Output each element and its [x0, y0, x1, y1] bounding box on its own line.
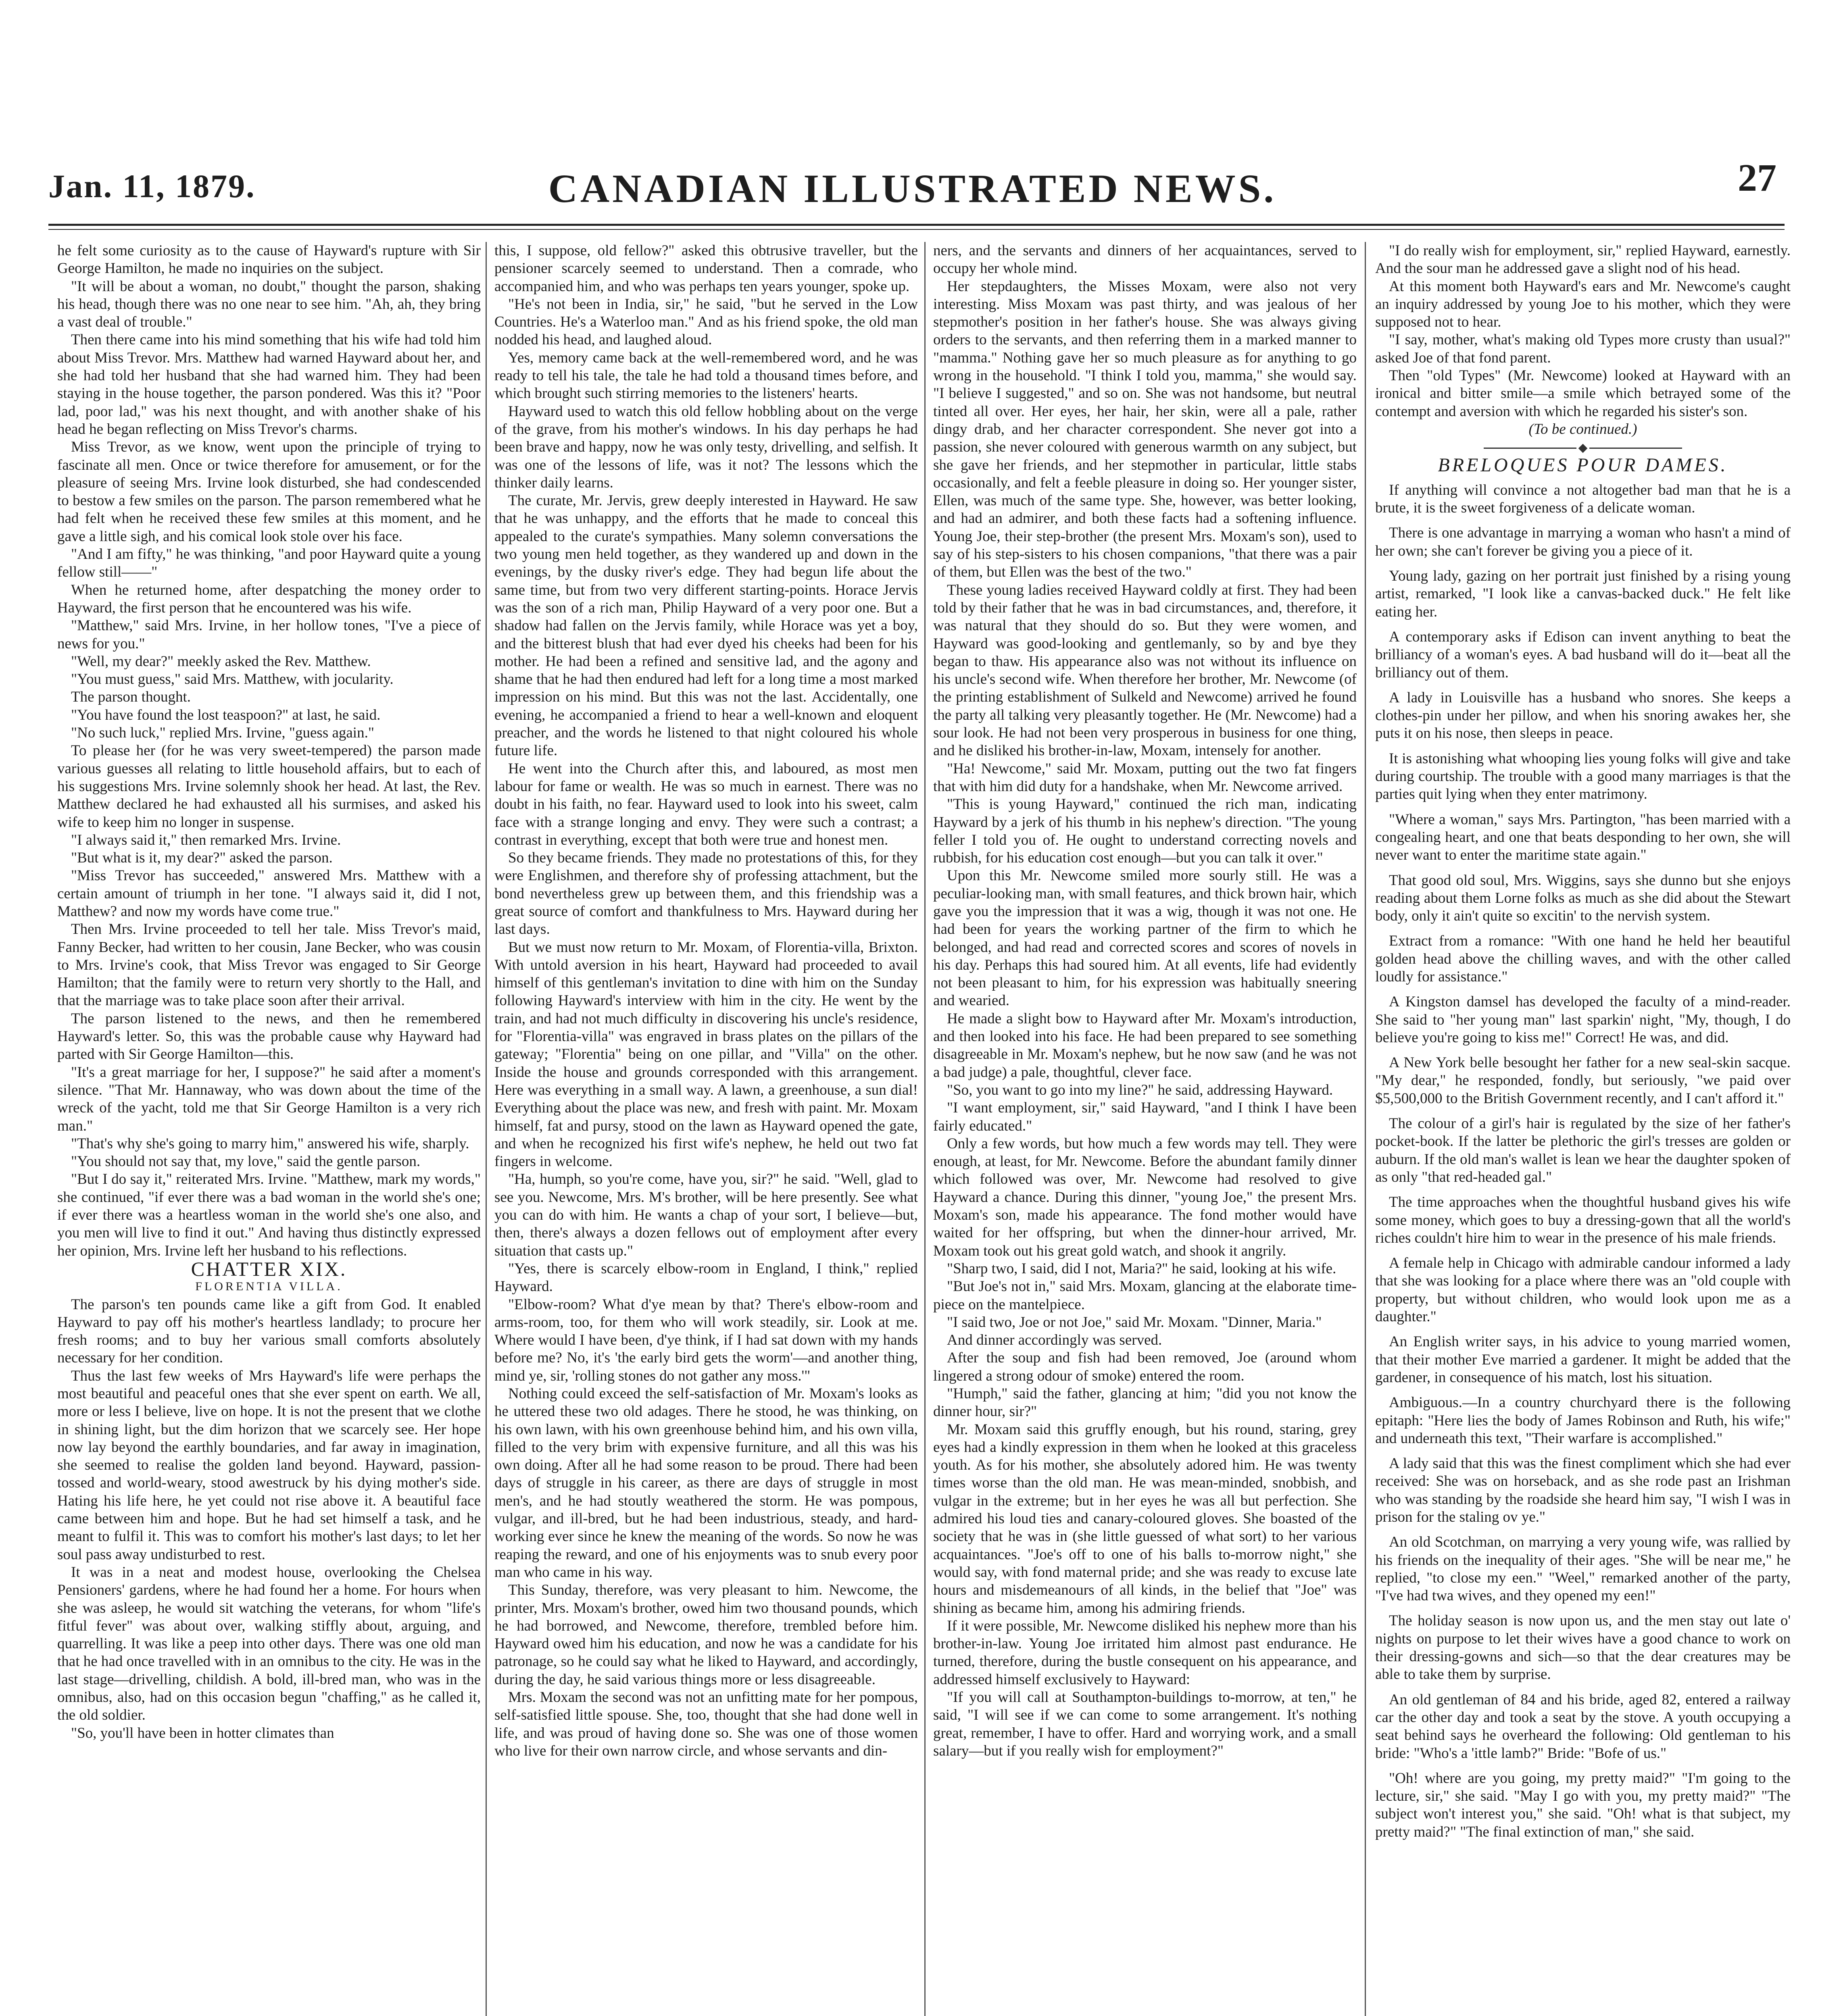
- paragraph: He went into the Church after this, and laboured, as most men labour for fame or wealth. He was so much in earnest. There was no doubt in his faith, no fear. Hayward used to look into his sweet, calm face with a strange longing and envy. They were such a contrast; a contrast in everything, except that both were true and honest men.: [494, 760, 918, 848]
- paragraph: "Ha, humph, so you're come, have you, sir?" he said. "Well, glad to see you. Newcome, Mrs. M's brother, will be here presently. See what you can do with him. He wants a chap of your sort, I believe—but, then, there's always a dozen fellows out of employment after every situation that casts up.": [494, 1171, 918, 1259]
- paragraph: The curate, Mr. Jervis, grew deeply interested in Hayward. He saw that he was unhappy, and the efforts that he made to conceal this appealed to the curate's sympathies. Many solemn conversations the two young men held together, as they wandered up and down in the evenings, by the dusky river's edge. They had begun life about the same time, but from two very different starting-points. Horace Jervis was the son of a rich man, Philip Hayward of a very poor one. But a shadow had fallen on the Jervis family, while Horace was yet a boy, and the bitterest blush that had ever dyed his cheeks had been for his mother. He had been a refined and sensitive lad, and the agony and shame that he had then endured had left for a long time a most marked impression on his mind. But this was not the last. Accidentally, one evening, he accompanied a friend to hear a well-known and eloquent preacher, and the words he listened to that night coloured his whole future life.: [494, 492, 918, 759]
- paragraph: "Elbow-room? What d'ye mean by that? There's elbow-room and arms-room, too, for them who will work steadily, sir. Look at me. Where would I have been, d'ye think, if I had sat down with my hands before me? No, it's 'the early bird gets the worm'—and another thing, mind ye, sir, 'rolling stones do not gather any moss.'": [494, 1296, 918, 1384]
- paragraph: But we must now return to Mr. Moxam, of Florentia-villa, Brixton. With untold aversion in his heart, Hayward had proceeded to avail himself of this gentleman's invitation to dine with him on the Sunday following Hayward's interview with him in the city. He went by the train, and had not much difficulty in discovering his uncle's residence, for "Florentia-villa" was engraved in brass plates on the pillars of the gateway; "Florentia" being on one pillar, and "Villa" on the other. Inside the house and grounds corresponded with this arrangement. Here was everything in a small way. A lawn, a greenhouse, a sun dial! Everything about the place was new, and fresh with paint. Mr. Moxam himself, fat and pursy, stood on the lawn as Hayward opened the gate, and when he recognized his first wife's nephew, he held out two fat fingers in welcome.: [494, 939, 918, 1170]
- paragraph: "Where a woman," says Mrs. Partington, "has been married with a congealing heart, and one that beats desponding to her own, she will never want to enter the maritime state again.": [1375, 811, 1791, 864]
- column-divider: [486, 242, 487, 2016]
- paragraph: "No such luck," replied Mrs. Irvine, "guess again.": [71, 725, 374, 741]
- paragraph: When he returned home, after despatching the money order to Hayward, the first person that he encountered was his wife.: [57, 581, 481, 616]
- paragraph: A New York belle besought her father for a new seal-skin sacque. "My dear," he responded, fondly, but seriously, "we paid over $5,500,000 to the British Government recently, and I can't afford it.": [1375, 1054, 1791, 1107]
- section-heading: BRELOQUES POUR DAMES.: [1438, 454, 1728, 476]
- paragraph: "And I am fifty," he was thinking, "and poor Hayward quite a young fellow still——": [57, 546, 481, 581]
- paragraph: And dinner accordingly was served.: [947, 1332, 1162, 1349]
- newspaper-title: CANADIAN ILLUSTRATED NEWS.: [548, 166, 1277, 211]
- chapter-subheading: FLORENTIA VILLA.: [195, 1280, 343, 1293]
- paragraph: "I want employment, sir," said Hayward, "and I think I have been fairly educated.": [933, 1100, 1357, 1134]
- paragraph: The colour of a girl's hair is regulated by the size of her father's pocket-book. If the latter be plethoric the girl's tresses are golden or auburn. If the old man's wallet is lean we hear the daughter spoken of as only "that red-headed gal.": [1375, 1115, 1791, 1185]
- paragraph: "This is young Hayward," continued the rich man, indicating Hayward by a jerk of his thumb in his nephew's direction. "The young feller I told you of. He ought to understand correcting novels and rubbish, for his education cost enough—but you can talk it over.": [933, 796, 1357, 866]
- to-be-continued: (To be continued.): [1528, 421, 1637, 437]
- paragraph: A lady said that this was the finest compliment which she had ever received: She was on horseback, and as she rode past an Irishman who was standing by the roadside she heard him say, "I wish I was in prison for the staling ov ye.": [1375, 1455, 1791, 1525]
- paragraph: "That's why she's going to marry him," answered his wife, sharply.: [71, 1135, 469, 1152]
- paragraph: ners, and the servants and dinners of her acquaintances, served to occupy her whole mind.: [933, 242, 1357, 277]
- paragraph: That good old soul, Mrs. Wiggins, says she dunno but she enjoys reading about them Lorne folks as much as she did about the Stewart body, only it ain't quite so excitin' to the nervish system.: [1375, 872, 1791, 925]
- paragraph: At this moment both Hayward's ears and Mr. Newcome's caught an inquiry addressed by young Joe to his mother, which they were supposed not to hear.: [1375, 278, 1791, 331]
- column-1: [57, 242, 481, 2016]
- paragraph: Then "old Types" (Mr. Newcome) looked at Hayward with an ironical and bitter smile—a smile which betrayed some of the contempt and aversion with which he regarded his sister's son.: [1375, 367, 1791, 420]
- paragraph: "I do really wish for employment, sir," replied Hayward, earnestly. And the sour man he addressed gave a slight nod of his head.: [1375, 242, 1791, 277]
- paragraph: Miss Trevor, as we know, went upon the principle of trying to fascinate all men. Once or twice therefore for amusement, or for the pleasure of seeing Mrs. Irvine look disturbed, she had condescended to bestow a few smiles on the parson. The parson remembered what he had felt when he received these few smiles at this moment, and he gave a little sigh, and his comical look stole over his face.: [57, 439, 481, 545]
- header-rule: [48, 224, 1785, 226]
- paragraph: It is astonishing what whooping lies young folks will give and take during courtship. The trouble with a good many marriages is that the parties quit lying when they enter matrimony.: [1375, 750, 1791, 803]
- chapter-heading: CHATTER XIX.: [191, 1257, 347, 1280]
- paragraph: An old Scotchman, on marrying a very young wife, was rallied by his friends on the inequality of their ages. "She will be near me," he replied, "to close my een." "Weel," remarked another of the party, "I've had twa wives, and they opened my een!": [1375, 1534, 1791, 1604]
- header-rule-thin: [48, 229, 1785, 230]
- paragraph: "You have found the lost teaspoon?" at last, he said.: [71, 706, 381, 723]
- column-divider: [1365, 242, 1366, 2016]
- paragraph: "So, you'll have been in hotter climates than: [71, 1724, 334, 1741]
- paragraph: "You should not say that, my love," said the gentle parson.: [71, 1153, 421, 1170]
- column-3: [933, 242, 1357, 2016]
- paragraph: he felt some curiosity as to the cause of Hayward's rupture with Sir George Hamilton, he made no inquiries on the subject.: [57, 242, 481, 277]
- paragraph: An old gentleman of 84 and his bride, aged 82, entered a railway car the other day and took a seat by the stove. A youth occupying a seat behind says he overheard the following: Old gentleman to his bride: "Who's a 'ittle lamb?" Bride: "Bofe of us.": [1375, 1691, 1791, 1762]
- paragraph: To please her (for he was very sweet-tempered) the parson made various guesses all relating to little household affairs, but to each of his suggestions Mrs. Irvine solemnly shook her head. At last, the Rev. Matthew declared he had exhausted all his surmises, and asked his wife to keep him no longer in suspense.: [57, 742, 481, 831]
- paragraph: "Oh! where are you going, my pretty maid?" "I'm going to the lecture, sir," she said. "May I go with you, my pretty maid?" "The subject won't interest you," she said. "Oh! what is that subject, my pretty maid?" "The final extinction of man," she said.: [1375, 1770, 1791, 1840]
- paragraph: "I said two, Joe or not Joe," said Mr. Moxam. "Dinner, Maria.": [947, 1314, 1322, 1331]
- column-2: [494, 242, 918, 2016]
- paragraph: It was in a neat and modest house, overlooking the Chelsea Pensioners' gardens, where he had found her a home. For hours when she was asleep, he would sit watching the veterans, for whom "life's fitful fever" was about over, walking stiffly about, arguing, and quarrelling. It was like a peep into other days. There was one old man that he had once travelled with in an omnibus to the city. He was in the last stage—drivelling, childish. A bold, ill-bred man, who was in the omnibus, also, had on this occasion begun "chaffing," as he called it, the old soldier.: [57, 1564, 481, 1724]
- paragraph: "If you will call at Southampton-buildings to-morrow, at ten," he said, "I will see if we can come to some arrangement. It's nothing great, remember, I have to offer. Hard and worrying work, and a small salary—but if you really wish for employment?": [933, 1689, 1357, 1759]
- paragraph: A contemporary asks if Edison can invent anything to beat the brilliancy of a woman's eyes. A bad husband will do it—beat all the brilliancy out of them.: [1375, 628, 1791, 681]
- paragraph: A lady in Louisville has a husband who snores. She keeps a clothes-pin under her pillow, and when his snoring awakes her, she puts it on his nose, then sleeps in peace.: [1375, 689, 1791, 742]
- paragraph: He made a slight bow to Hayward after Mr. Moxam's introduction, and then looked into his face. He had been prepared to see something disagreeable in Mr. Moxam's nephew, but he now saw (and he was not a bad judge) a pale, thoughtful, clever face.: [933, 1010, 1357, 1081]
- column-divider: [924, 242, 926, 2016]
- paragraph: This Sunday, therefore, was very pleasant to him. Newcome, the printer, Mrs. Moxam's brother, owed him two thousand pounds, which he had borrowed, and Newcome, therefore, trembled before him. Hayward owed him his education, and now he was a candidate for his patronage, so he could say what he liked to Hayward, and accordingly, during the day, he said various things more or less disagreeable.: [494, 1582, 918, 1688]
- paragraph: Nothing could exceed the self-satisfaction of Mr. Moxam's looks as he uttered these two old adages. There he stood, he was thinking, on his own lawn, with his own greenhouse behind him, and his own villa, filled to the very brim with expensive furniture, and all this was his own doing. After all he had some reason to be proud. There had been days of struggle in his career, as there are days of struggle in most men's, and he had stoutly weathered the storm. He was pompous, vulgar, and ill-bred, but he had been industrious, steady, and hard-working ever since he knew the meaning of the words. So now he was reaping the reward, and one of his enjoyments was to snub every poor man who came in his way.: [494, 1385, 918, 1581]
- paragraph: "I say, mother, what's making old Types more crusty than usual?" asked Joe of that fond parent.: [1375, 331, 1791, 366]
- paragraph: "It will be about a woman, no doubt," thought the parson, shaking his head, though there was no one near to see him. "Ah, ah, they bring a vast deal of trouble.": [57, 278, 481, 331]
- issue-date: Jan. 11, 1879.: [48, 168, 256, 204]
- paragraph: "Miss Trevor has succeeded," answered Mrs. Matthew with a certain amount of triumph in her tone. "I always said it, did I not, Matthew? and now my words have come true.": [57, 867, 481, 920]
- page-number: 27: [1738, 156, 1776, 199]
- paragraph: "I always said it," then remarked Mrs. Irvine.: [71, 831, 341, 848]
- paragraph: These young ladies received Hayward coldly at first. They had been told by their father that he was in bad circumstances, and, therefore, it was natural that they should do so. But they were women, and Hayward was good-looking and gentlemanly, so by and bye they began to thaw. His appearance also was not without its influence on his uncle's second wife. When therefore her brother, Mr. Newcome (of the printing establishment of Sulkeld and Newcome) arrived he found the party all talking very pleasantly together. He (Mr. Newcome) had a sour look. He had not been very prosperous in business for one thing, and he disliked his brother-in-law, Moxam, intensely for another.: [933, 581, 1357, 759]
- paragraph: Young lady, gazing on her portrait just finished by a rising young artist, remarked, "I look like a canvas-backed duck." He felt like eating her.: [1375, 568, 1791, 620]
- paragraph: If anything will convince a not altogether bad man that he is a brute, it is the sweet forgiveness of a delicate woman.: [1375, 481, 1791, 516]
- paragraph: "It's a great marriage for her, I suppose?" he said after a moment's silence. "That Mr. Hannaway, who was down about the time of the wreck of the yacht, told me that Sir George Hamilton is a very rich man.": [57, 1064, 481, 1134]
- paragraph: The parson listened to the news, and then he remembered Hayward's letter. So, this was the probable cause why Hayward had parted with Sir George Hamilton—this.: [57, 1010, 481, 1063]
- paragraph: Hayward used to watch this old fellow hobbling about on the verge of the grave, from his mother's windows. In his day perhaps he had been brave and happy, now he was only testy, drivelling, and selfish. It was one of the lessons of life, was it not? The lessons which the thinker daily learns.: [494, 403, 918, 491]
- paragraph: this, I suppose, old fellow?" asked this obtrusive traveller, but the pensioner scarcely seemed to understand. Then a comrade, who accompanied him, and who was perhaps ten years younger, spoke up.: [494, 242, 918, 295]
- paragraph: Ambiguous.—In a country churchyard there is the following epitaph: "Here lies the body of James Robinson and Ruth, his wife;" and underneath this text, "Their warfare is accomplished.": [1375, 1394, 1791, 1447]
- paragraph: "Well, my dear?" meekly asked the Rev. Matthew.: [71, 653, 371, 670]
- paragraph: Only a few words, but how much a few words may tell. They were enough, at least, for Mr. Newcome. Before the abundant family dinner which followed was over, Mr. Newcome had resolved to give Hayward a chance. During this dinner, "young Joe," the present Mrs. Moxam's son, made his appearance. The fond mother would have waited for her offspring, but when the dinner-hour arrived, Mr. Moxam took out his great gold watch, and shook it angrily.: [933, 1135, 1357, 1259]
- paragraph: If it were possible, Mr. Newcome disliked his nephew more than his brother-in-law. Young Joe irritated him almost past endurance. He turned, therefore, during the bustle consequent on his appearance, and addressed himself exclusively to Hayward:: [933, 1617, 1357, 1688]
- paragraph: The parson's ten pounds came like a gift from God. It enabled Hayward to pay off his mother's heartless landlady; to procure her fresh rooms; and to buy her various small comforts absolutely necessary for her condition.: [57, 1296, 481, 1366]
- paragraph: An English writer says, in his advice to young married women, that their mother Eve married a gardener. It might be added that the gardener, in consequence of his match, lost his situation.: [1375, 1333, 1791, 1386]
- paragraph: Yes, memory came back at the well-remembered word, and he was ready to tell his tale, the tale he had told a thousand times before, and which brought such stirring memories to the listeners' hearts.: [494, 349, 918, 402]
- paragraph: Extract from a romance: "With one hand he held her beautiful golden head above the chilling waves, and with the other called loudly for assistance.": [1375, 933, 1791, 985]
- paragraph: A Kingston damsel has developed the faculty of a mind-reader. She said to "her young man" last sparkin' night, "My, though, I do believe you're going to kiss me!" Correct! He was, and did.: [1375, 993, 1791, 1046]
- paragraph: "Sharp two, I said, did I not, Maria?" he said, looking at his wife.: [947, 1260, 1336, 1277]
- paragraph: "But I do say it," reiterated Mrs. Irvine. "Matthew, mark my words," she continued, "if ever there was a bad woman in the world she's one; if ever there was a heartless woman in the world she's one also, and you men will live to find it out." And having thus distinctly expressed her opinion, Mrs. Irvine left her husband to his reflections.: [57, 1171, 481, 1259]
- paragraph: So they became friends. They made no protestations of this, for they were Englishmen, and therefore shy of professing attachment, but the bond nevertheless grew up between them, and this friendship was a great source of comfort and thankfulness to Mrs. Hayward during her last days.: [494, 850, 918, 938]
- paragraph: "He's not been in India, sir," he said, "but he served in the Low Countries. He's a Waterloo man." And as his friend spoke, the old man nodded his head, and laughed aloud.: [494, 296, 918, 348]
- paragraph: The time approaches when the thoughtful husband gives his wife some money, which goes to buy a dressing-gown that all the world's riches couldn't hire him to wear in the presence of his male friends.: [1375, 1194, 1791, 1246]
- paragraph: "Matthew," said Mrs. Irvine, in her hollow tones, "I've a piece of news for you.": [57, 617, 481, 652]
- paragraph: "Yes, there is scarcely elbow-room in England, I think," replied Hayward.: [494, 1260, 918, 1295]
- paragraph: There is one advantage in marrying a woman who hasn't a mind of her own; she can't forever be giving you a piece of it.: [1375, 525, 1791, 559]
- paragraph: Then there came into his mind something that his wife had told him about Miss Trevor. Mrs. Matthew had warned Hayward about her, and she had told her husband that she had warned him. They had been staying in the house together, the parson pondered. Was this it? "Poor lad, poor lad," was his next thought, and with another shake of his head he began reflecting on Miss Trevor's charms.: [57, 331, 481, 437]
- paragraph: A female help in Chicago with admirable candour informed a lady that she was looking for a place where there was an "old couple with property, but without children, who would look upon me as a daughter.": [1375, 1255, 1791, 1325]
- paragraph: The holiday season is now upon us, and the men stay out late o' nights on purpose to let their wives have a good chance to work on their dressing-gowns and sich—so that the dear creatures may be able to take them by surprise.: [1375, 1612, 1791, 1683]
- paragraph: "Humph," said the father, glancing at him; "did you not know the dinner hour, sir?": [933, 1385, 1357, 1420]
- paragraph: Thus the last few weeks of Mrs Hayward's life were perhaps the most beautiful and peaceful ones that she ever spent on earth. We all, more or less I believe, live on hope. It is not the present that we clothe in shining light, but the dim horizon that we scarcely see. Her hope now lay beyond the earthly boundaries, and far away in imagination, she seemed to realise the golden land beyond. Hayward, passion-tossed and world-weary, stood awestruck by his dying mother's side. Hating his life here, he yet could not rise above it. A beautiful face came between him and hope. But he had set himself a task, and he meant to fulfil it. This was to comfort his mother's last days; to let her soul pass away undisturbed to rest.: [57, 1367, 481, 1563]
- paragraph: "But what is it, my dear?" asked the parson.: [71, 850, 333, 866]
- ornament-divider: [1375, 438, 1791, 456]
- paragraph: "You must guess," said Mrs. Matthew, with jocularity.: [71, 671, 394, 688]
- paragraph: After the soup and fish had been removed, Joe (around whom lingered a strong odour of smoke) entered the room.: [933, 1350, 1357, 1384]
- column-4: [1375, 242, 1791, 2016]
- paragraph: Then Mrs. Irvine proceeded to tell her tale. Miss Trevor's maid, Fanny Becker, had written to her cousin, Jane Becker, who was cousin to Mrs. Irvine's cook, that Miss Trevor was engaged to Sir George Hamilton; that the family were to return very shortly to the Hall, and that the marriage was to take place soon after their arrival.: [57, 921, 481, 1009]
- masthead: [48, 156, 1776, 228]
- paragraph: Mr. Moxam said this gruffly enough, but his round, staring, grey eyes had a kindly expression in them when he looked at this graceless youth. As for his mother, she absolutely adored him. He was twenty times worse than the old man. He was mean-minded, snobbish, and vulgar in the extreme; but in her eyes he was all but perfection. She admired his loud ties and canary-coloured gloves. She boasted of the society that he was in (she little guessed of what sort) to her various acquaintances. "Joe's off to one of his balls to-morrow night," she would say, with fond maternal pride; and she was ready to excuse late hours and misdemeanours of all kinds, in the belief that "Joe" was shining as became him, among his admiring friends.: [933, 1421, 1357, 1616]
- paragraph: The parson thought.: [71, 689, 191, 706]
- paragraph: "Ha! Newcome," said Mr. Moxam, putting out the two fat fingers that with him did duty for a handshake, when Mr. Newcome arrived.: [933, 760, 1357, 795]
- paragraph: Upon this Mr. Newcome smiled more sourly still. He was a peculiar-looking man, with small features, and thick brown hair, which gave you the impression that it was a wig, though it was not one. He had been for years the working partner of the firm to which he belonged, and had read and corrected scores and scores of novels in his day. Perhaps this had soured him. At all events, life had evidently not been pleasant to him, for his expression was habitually sneering and wearied.: [933, 867, 1357, 1009]
- paragraph: Her stepdaughters, the Misses Moxam, were also not very interesting. Miss Moxam was past thirty, and was jealous of her stepmother's position in her father's house. She was always giving orders to the servants, and then referring them in a marked manner to "mamma." Nothing gave her so much pleasure as for anything to go wrong in the household. "I think I told you, mamma," she would say. "I believe I suggested," and so on. She was not handsome, but neutral tinted all over. Her eyes, her hair, her skin, were all a pale, rather dingy drab, and her character correspondent. She never got into a passion, she never coloured with generous warmth on any subject, but she gave her friends, and her stepmother in particular, little stabs occasionally, and felt a feeble pleasure in doing so. Her younger sister, Ellen, was much of the same type. She, however, was better looking, and had an admirer, and both these facts had a softening influence. Young Joe, their step-brother (the present Mrs. Moxam's son), used to say of his step-sisters to his chosen companions, "that there was a pair of them, but Ellen was the best of the two.": [933, 278, 1357, 581]
- paragraph: "So, you want to go into my line?" he said, addressing Hayward.: [947, 1081, 1333, 1098]
- paragraph: Mrs. Moxam the second was not an unfitting mate for her pompous, self-satisfied little spouse. She, too, thought that she had done well in life, and was proud of having done so. She was one of those women who live for their own narrow circle, and whose servants and din-: [494, 1689, 918, 1759]
- paragraph: "But Joe's not in," said Mrs. Moxam, glancing at the elaborate time-piece on the mantelpiece.: [933, 1278, 1357, 1313]
